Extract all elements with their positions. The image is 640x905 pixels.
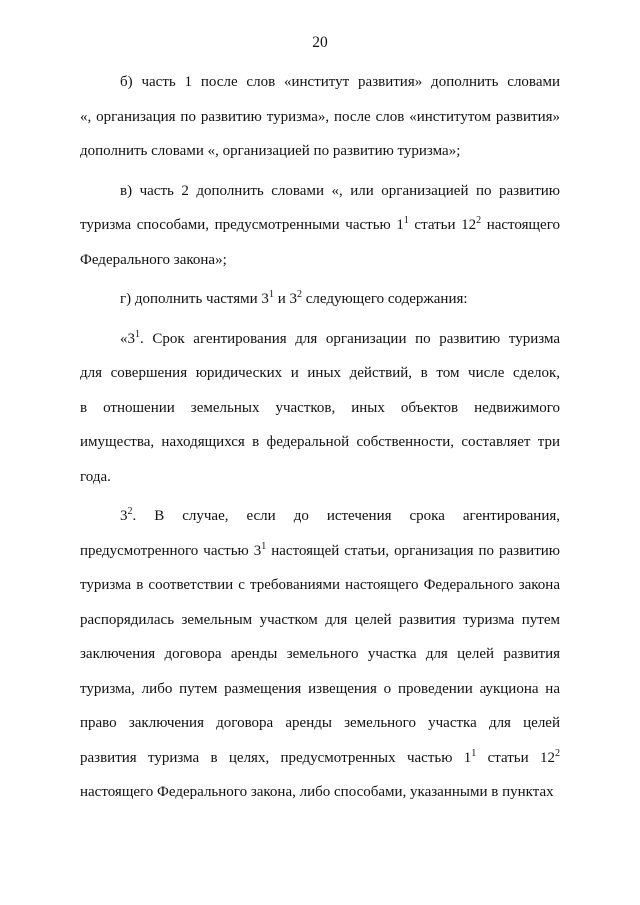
text-line bbox=[80, 499, 560, 534]
paragraph-p31 bbox=[80, 322, 560, 495]
text-line bbox=[80, 534, 560, 569]
text-line: туризма, либо путем размещения извещения о проведении аукциона на bbox=[80, 680, 560, 697]
text-line: б) часть 1 после слов «институт развития» дополнить словами bbox=[120, 74, 560, 90]
text-segment: «3 bbox=[120, 330, 135, 347]
text-segment: 3 bbox=[120, 508, 128, 524]
text-line: в) часть 2 дополнить словами «, или организацией по развитию bbox=[120, 182, 560, 199]
superscript: 1 bbox=[135, 328, 140, 340]
superscript: 1 bbox=[268, 289, 274, 300]
text-line: имущества, находящихся в федеральной собственности, составляет три bbox=[80, 434, 560, 450]
text-line: распорядилась земельным участком для целей развития туризма путем bbox=[80, 611, 560, 628]
paragraph-p32 bbox=[80, 499, 560, 810]
text-line: в отношении земельных участков, иных объектов недвижимого bbox=[80, 399, 560, 416]
text-line: Федерального закона»; bbox=[80, 251, 227, 268]
superscript: 2 bbox=[476, 215, 482, 226]
text-line bbox=[80, 282, 560, 317]
text-segment: г) дополнить частями 3 bbox=[120, 291, 269, 307]
text-line: дополнить словами «, организацией по развитию туризма»; bbox=[80, 143, 461, 159]
text-segment: следующего содержания: bbox=[301, 291, 468, 307]
page-number: 20 bbox=[312, 34, 328, 51]
text-line: заключения договора аренды земельного участка для целей развития bbox=[80, 646, 560, 662]
text-line: для совершения юридических и иных действий, в том числе сделок, bbox=[80, 365, 560, 381]
superscript: 2 bbox=[127, 506, 133, 517]
text-line: право заключения договора аренды земельного участка для целей bbox=[80, 715, 560, 731]
text-segment: предусмотренного частью 3 bbox=[80, 542, 262, 559]
superscript: 1 bbox=[403, 215, 409, 226]
superscript: 2 bbox=[296, 289, 302, 300]
text-line: настоящего Федерального закона, либо способами, указанными в пунктах bbox=[80, 784, 554, 800]
text-segment: статьи 12 bbox=[408, 217, 477, 233]
text-line bbox=[80, 208, 560, 243]
superscript: 2 bbox=[555, 747, 560, 759]
text-line bbox=[80, 322, 560, 357]
paragraph-b bbox=[80, 65, 560, 169]
text-segment: туризма способами, предусмотренными частью 1 bbox=[80, 217, 404, 233]
text-line: «, организация по развитию туризма», после слов «институтом развития» bbox=[80, 108, 560, 125]
text-segment: настоящего bbox=[481, 217, 560, 233]
text-segment: и 3 bbox=[273, 291, 297, 307]
superscript: 1 bbox=[261, 540, 267, 552]
paragraph-g bbox=[80, 282, 560, 317]
text-line bbox=[80, 741, 560, 776]
text-segment: статьи 12 bbox=[476, 749, 555, 766]
text-line: туризма в соответствии с требованиями настоящего Федерального закона bbox=[80, 577, 560, 593]
superscript: 1 bbox=[471, 747, 477, 759]
text-segment: . В случае, если до истечения срока агентирования, bbox=[132, 508, 560, 524]
text-line: года. bbox=[80, 468, 111, 485]
text-segment: . Срок агентирования для организации по развитию туризма bbox=[140, 330, 560, 347]
document-body bbox=[80, 65, 560, 815]
text-segment: настоящей статьи, организация по развитию bbox=[266, 542, 560, 559]
paragraph-v bbox=[80, 174, 560, 278]
text-segment: развития туризма в целях, предусмотренных частью 1 bbox=[80, 749, 472, 766]
